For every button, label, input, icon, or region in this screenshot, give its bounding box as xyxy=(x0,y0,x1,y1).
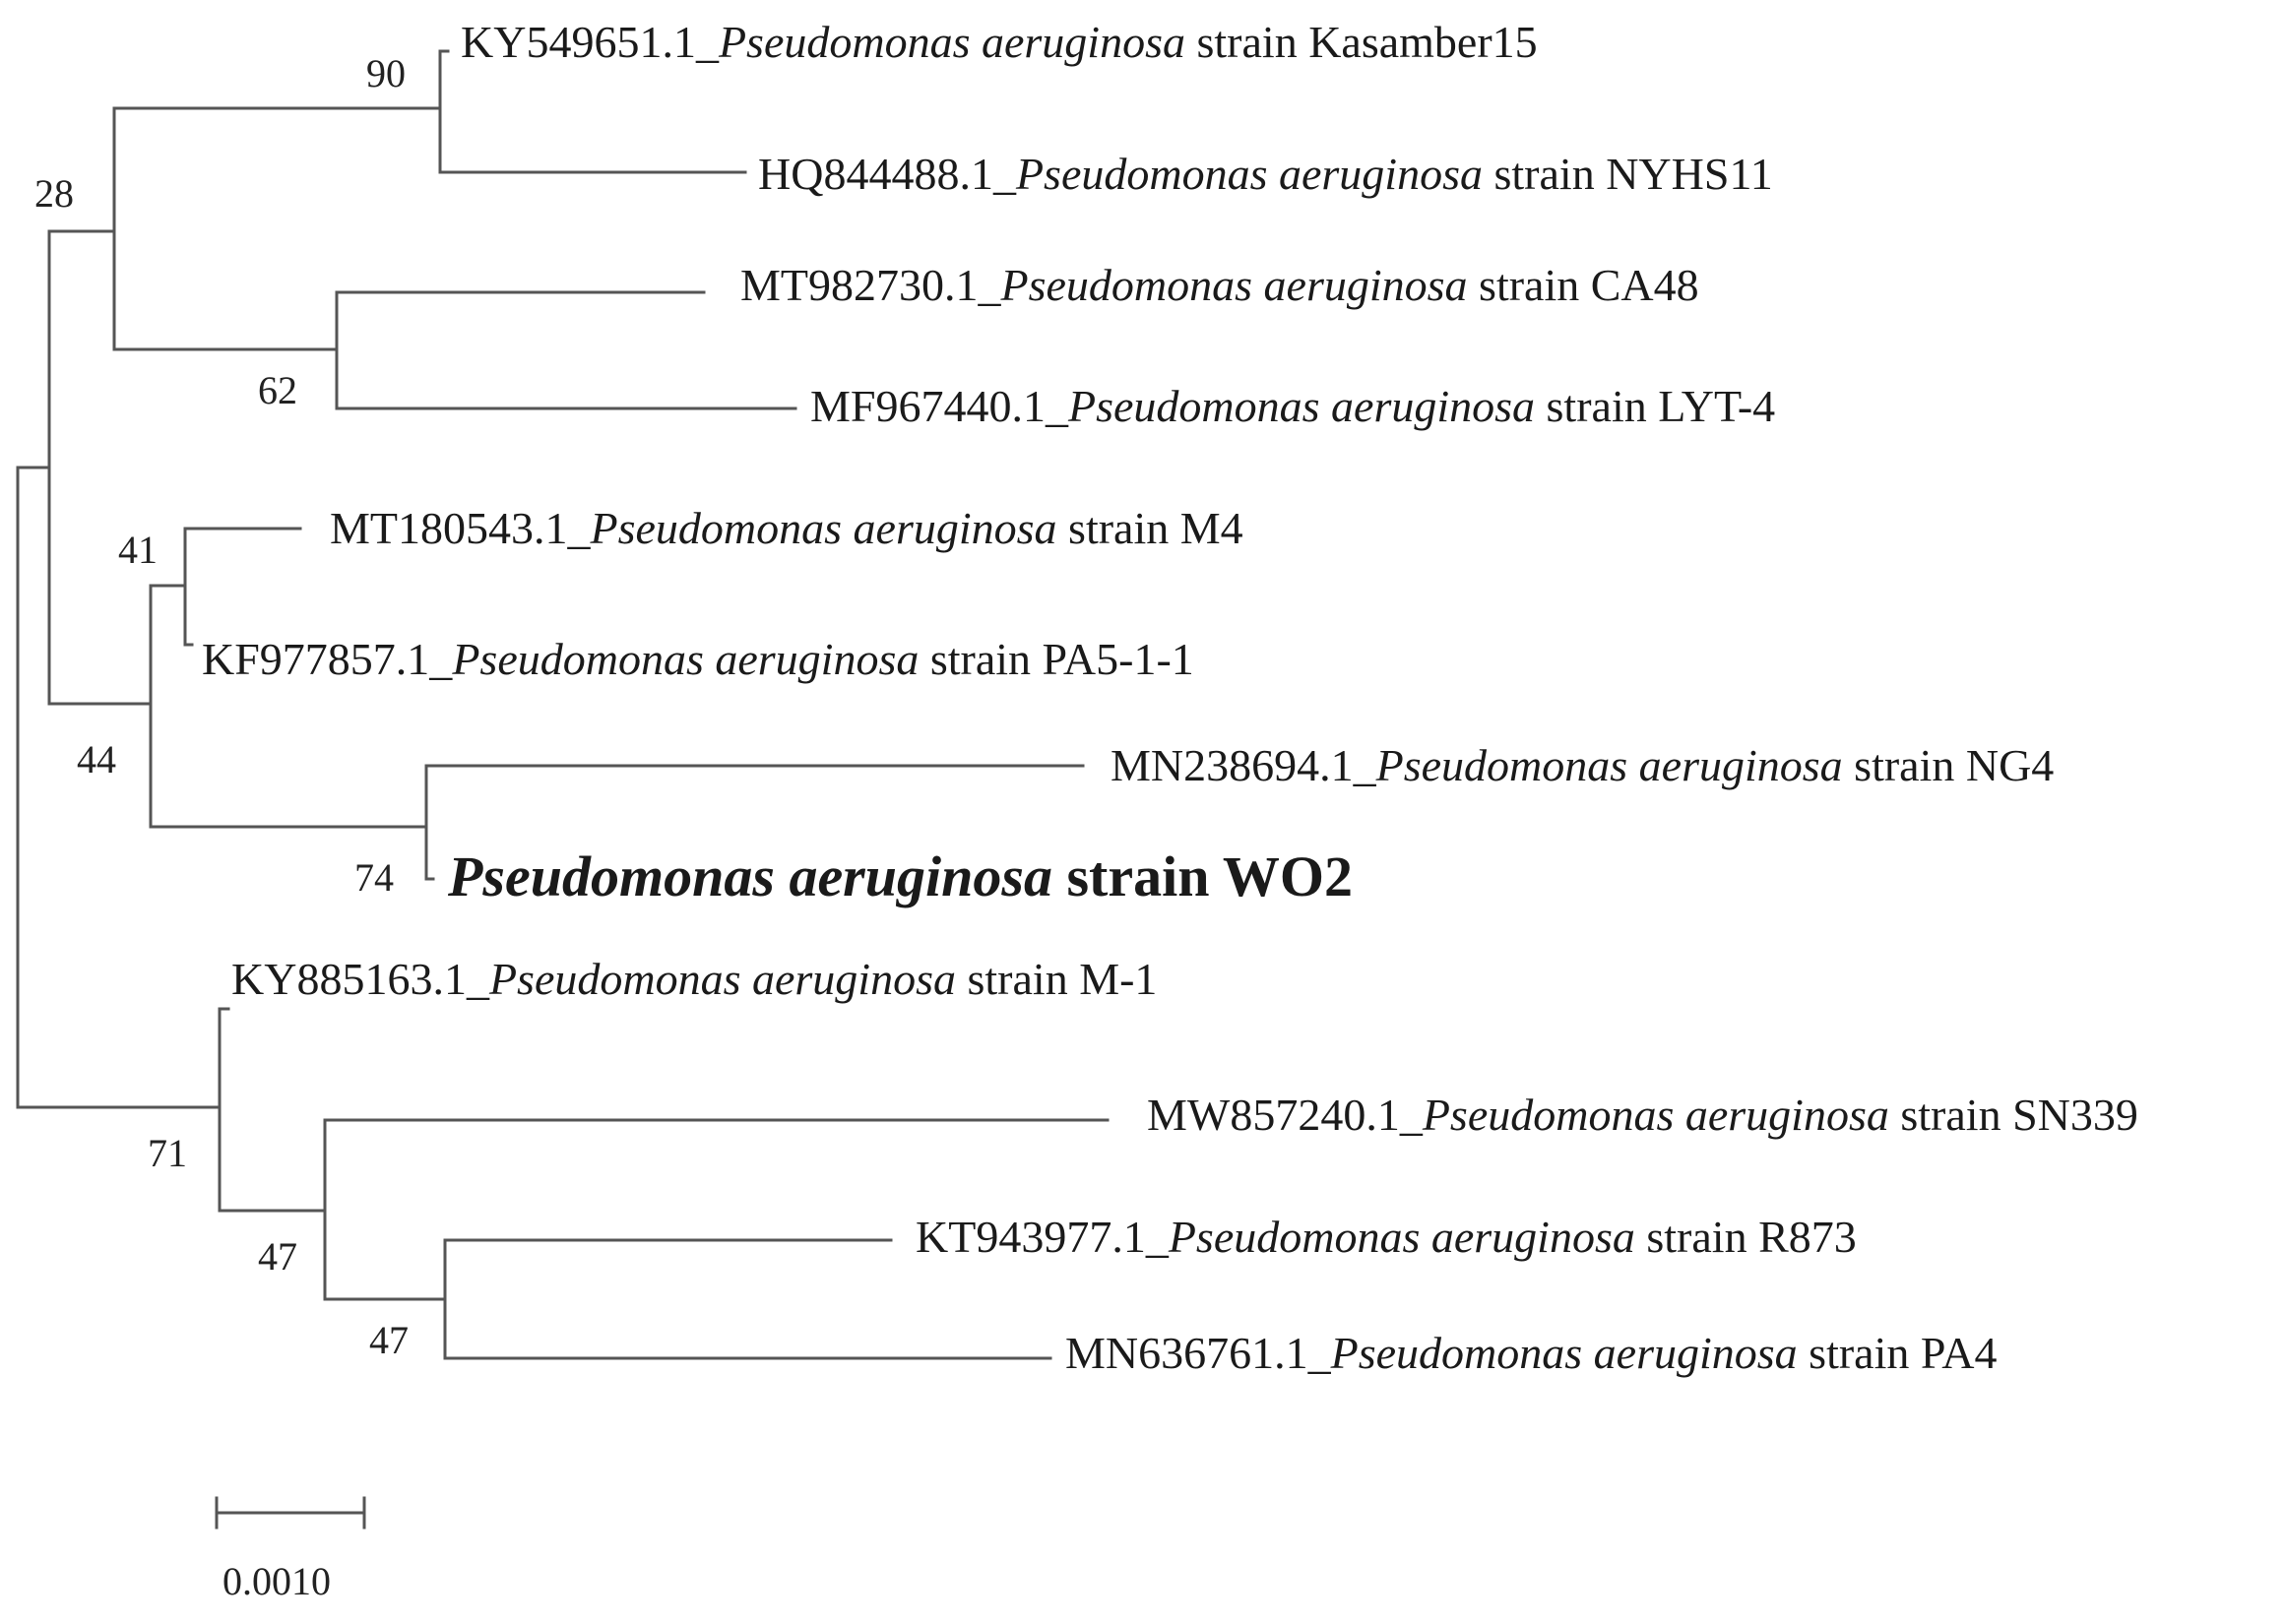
leaf-label-nyhs11: HQ844488.1_Pseudomonas aeruginosa strain NYHS11 xyxy=(758,149,1773,199)
bootstrap-value: 71 xyxy=(148,1131,187,1175)
leaf-label-wo2-highlighted: Pseudomonas aeruginosa strain WO2 xyxy=(448,844,1354,908)
leaf-label-ca48: MT982730.1_Pseudomonas aeruginosa strain CA48 xyxy=(740,260,1699,310)
leaf-label-m-1: KY885163.1_Pseudomonas aeruginosa strain M-1 xyxy=(231,954,1158,1004)
bootstrap-value: 47 xyxy=(369,1318,409,1362)
bootstrap-value: 41 xyxy=(118,528,158,572)
leaf-label-pa4: MN636761.1_Pseudomonas aeruginosa strain PA4 xyxy=(1065,1328,1998,1378)
bootstrap-value: 62 xyxy=(258,368,297,412)
bootstrap-value: 28 xyxy=(34,171,74,216)
bootstrap-value: 47 xyxy=(258,1234,297,1279)
leaf-label-ng4: MN238694.1_Pseudomonas aeruginosa strain NG4 xyxy=(1111,740,2055,790)
leaf-label-lyt4: MF967440.1_Pseudomonas aeruginosa strain LYT-4 xyxy=(810,381,1776,431)
leaf-label-pa5-1-1: KF977857.1_Pseudomonas aeruginosa strain PA5-1-1 xyxy=(202,634,1194,684)
scale-bar xyxy=(217,1498,364,1603)
leaf-label-r873: KT943977.1_Pseudomonas aeruginosa strain R873 xyxy=(916,1212,1857,1262)
bootstrap-value: 90 xyxy=(366,51,406,95)
leaf-label-sn339: MW857240.1_Pseudomonas aeruginosa strain SN339 xyxy=(1147,1090,2138,1140)
scale-bar-label: 0.0010 xyxy=(222,1559,331,1603)
leaf-label-kasamber15: KY549651.1_Pseudomonas aeruginosa strain Kasamber15 xyxy=(461,17,1538,67)
scale-bar-line xyxy=(217,1498,364,1528)
bootstrap-value: 44 xyxy=(77,737,116,781)
bootstrap-value: 74 xyxy=(354,855,394,900)
leaf-label-m4: MT180543.1_Pseudomonas aeruginosa strain M4 xyxy=(330,503,1243,553)
